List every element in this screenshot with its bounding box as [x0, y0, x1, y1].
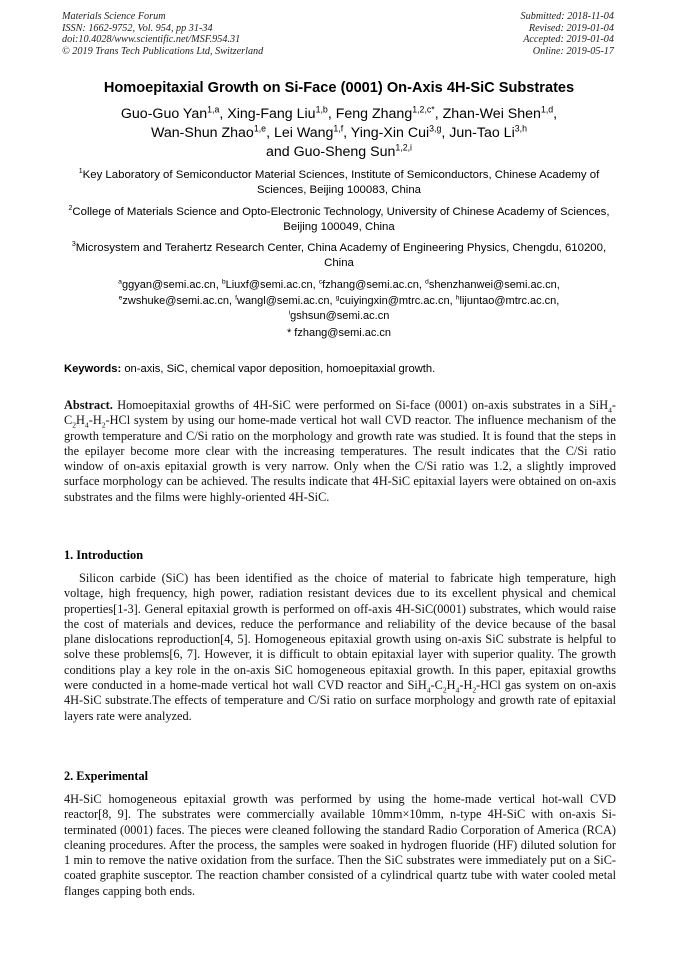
email-address[interactable]: cuiyingxin@mtrc.ac.cn	[339, 294, 450, 307]
abstract-label: Abstract.	[64, 398, 113, 412]
affiliation-text: College of Materials Science and Opto-Electronic Technology, University of Chinese Academy of Sciences, Beijing 100049, China	[72, 206, 610, 233]
email-address[interactable]: lijuntao@mtrc.ac.cn	[459, 294, 557, 307]
date-accepted: Accepted: 2019-01-04	[523, 34, 614, 46]
author-sup: 1,2,c*	[412, 104, 435, 115]
journal-name: Materials Science Forum	[62, 11, 166, 22]
date-online: Online: 2019-05-17	[532, 45, 614, 57]
affiliation-sup: 1	[78, 168, 83, 176]
keywords-label: Keywords:	[64, 363, 122, 375]
subscript: 4	[426, 685, 431, 695]
author-name: Guo-Sheng Sun	[293, 144, 396, 160]
journal-doi: doi:10.4028/www.scientific.net/MSF.954.31	[62, 34, 241, 46]
author-sup: 3,h	[514, 123, 527, 134]
affiliation-3	[66, 241, 612, 271]
email-address[interactable]: shenzhanwei@semi.ac.cn	[428, 279, 557, 291]
affiliation-sup: 2	[68, 205, 73, 213]
intro-text: Silicon carbide (SiC) has been identified as the choice of material to fabricate high temperature, high voltage, high frequency, high power, radiation resistant devices due to its excellent physical and chemical properties[1-3]. General epitaxial growth is performed on off-axis 4H-SiC(0001) substrates, which would raise the cost of materials and devices, reduce the performance and reliability of the device because of the basal plane dislocations reproduction[4, 5]. Homogeneous epitaxial growth using on-axis SiC substrate is helpful to solve these problems[6, 7]. However, it is difficult to obtain epitaxial layer with superior quality. The growth conditions play a key role in the on-axis SiC homogeneous epitaxial growth. In this paper, epitaxial growths were conducted in a home-made vertical hot wall CVD reactor and SiH	[64, 571, 616, 693]
section-heading-experimental: 2. Experimental	[64, 769, 149, 783]
abstract	[64, 398, 616, 505]
email-sup: h	[455, 293, 460, 301]
section-heading-introduction: 1. Introduction	[64, 548, 144, 562]
author-name: Zhan-Wei Shen	[442, 106, 541, 122]
email-sup: f	[235, 293, 237, 301]
journal-issn: ISSN: 1662-9752, Vol. 954, pp 31-34	[62, 22, 213, 34]
subscript: 4	[84, 420, 89, 430]
corresponding-author: * fzhang@semi.ac.cn	[286, 327, 392, 339]
author-name: Jun-Tao Li	[449, 125, 515, 141]
email-address[interactable]: zwshuke@semi.ac.cn	[122, 294, 229, 307]
subscript: 2	[442, 685, 447, 695]
subscript: 4	[455, 685, 460, 695]
author-list: Guo-Guo Yan$^{1,a}$, Xing-Fang Liu$^{1,b}$, Feng Zhang$^{1,2,c*}$, Zhan-Wei Shen$^{1,d}$, Wan-Shun Zhao$^{1,e}$, Lei Wang$^{1,f}$, Ying-Xin Cui$^{3,g}$, Jun-Tao Li$^{3,h}$ and Guo-Sheng Sun$^{1,2,i}$	[120, 104, 558, 160]
email-list: $^a$ggyan@semi.ac.cn, $^b$Liuxf@semi.ac.cn, $^c$fzhang@semi.ac.cn, $^d$shenzhanwei@semi.ac.cn, $^e$zwshuke@semi.ac.cn, $^f$wangl@semi.ac.cn, $^g$cuiyingxin@mtrc.ac.cn, $^h$lijuntao@mtrc.ac.cn, $^i$gshsun@semi.ac.cn	[118, 278, 560, 322]
email-sup: d	[425, 278, 429, 286]
journal-header-left	[62, 11, 263, 57]
abstract-text: -HCl system by using our home-made vertical hot wall CVD reactor. The influence mechanism of the growth temperature and C/Si ratio on the morphology and growth rate was studied. It is found that the steps in the epilayer become more clear with the increasing temperatures. The result indicates that the C/Si ratio window of on-axis epitaxial growth is very narrow. Only when the C/Si ratio was 1.2, a slightly improved surface morphology can be achieved. The results indicate that 4H-SiC epitaxial layers were obtained on on-axis substrates and the films were highly-oriented 4H-SiC.	[64, 413, 616, 504]
intro-text: -H	[459, 678, 473, 693]
email-sup: g	[335, 293, 340, 301]
subscript: 2	[472, 685, 477, 695]
subscript: 2	[101, 420, 106, 430]
date-submitted: Submitted: 2018-11-04	[520, 11, 614, 22]
abstract-text: -C	[64, 398, 616, 428]
author-sup: 1,d	[540, 104, 554, 115]
paper-title: Homoepitaxial Growth on Si-Face (0001) On-Axis 4H-SiC Substrates	[103, 80, 575, 96]
journal-header-right	[521, 11, 614, 57]
abstract-text: H	[76, 413, 85, 428]
affiliation-2	[66, 205, 612, 235]
author-sup: 1,2,i	[395, 142, 413, 153]
keywords-text: on-axis, SiC, chemical vapor deposition, homoepitaxial growth.	[124, 363, 436, 375]
introduction-paragraph	[64, 571, 616, 724]
author-joiner: and	[265, 144, 290, 160]
intro-text: H	[446, 678, 456, 693]
email-sup: a	[118, 278, 122, 286]
email-sup: i	[288, 309, 291, 317]
experimental-paragraph: 4H-SiC homogeneous epitaxial growth was performed by using the home-made vertical hot-wall CVD reactor[8, 9]. The substrates were commercially available 10mm×10mm, n-type 4H-SiC with on-axis Si-terminated (0001) faces. The pieces were cleaned following the standard Radio Corporation of America (RCA) cleaning procedures. After the process, the samples were soaked in hydrogen fluoride (HF) diluted solution for 1 min to remove the native oxidation from the surface. Then the SiC substrates were immediately put on a SiC-coated graphite susceptor. The reaction chamber consisted of a cylindrical quartz tube with water cooled metal flanges capping both ends.	[64, 792, 616, 898]
author-sup: 1,b	[315, 104, 328, 115]
intro-text: -C	[430, 678, 443, 693]
author-name: Guo-Guo Yan	[120, 106, 208, 122]
author-sup: 1,f	[333, 123, 344, 134]
author-sup: 3,g	[429, 123, 442, 134]
journal-copyright: © 2019 Trans Tech Publications Ltd, Switzerland	[62, 45, 264, 57]
author-name: Lei Wang	[273, 125, 334, 141]
author-name: Wan-Shun Zhao	[151, 125, 254, 141]
affiliation-sup: 3	[71, 241, 76, 249]
affiliation-text: Key Laboratory of Semiconductor Material Sciences, Institute of Semiconductors, Chinese Academy of Sciences, Beijing 100083, China	[82, 169, 600, 196]
email-address[interactable]: ggyan@semi.ac.cn	[121, 279, 216, 291]
email-address[interactable]: Liuxf@semi.ac.cn	[225, 279, 313, 291]
abstract-text: -H	[88, 413, 102, 428]
subscript: 2	[72, 420, 77, 430]
author-name: Feng Zhang	[335, 106, 413, 122]
date-revised: Revised: 2019-01-04	[528, 22, 614, 34]
email-address[interactable]: gshsun@semi.ac.cn	[290, 310, 390, 322]
email-sup: b	[221, 278, 226, 286]
affiliation-1	[66, 168, 612, 198]
author-sup: 1,a	[207, 104, 220, 115]
affiliation-text: Microsystem and Terahertz Research Center, China Academy of Engineering Physics, Chengdu, 610200, China	[75, 242, 607, 269]
email-address[interactable]: wangl@semi.ac.cn	[237, 294, 330, 307]
email-sup: c	[318, 278, 323, 286]
author-name: Xing-Fang Liu	[227, 106, 316, 122]
author-sup: 1,e	[253, 123, 267, 134]
keywords	[64, 363, 616, 375]
subscript: 4	[608, 405, 612, 415]
email-address[interactable]: fzhang@semi.ac.cn	[322, 279, 419, 291]
intro-text: -HCl gas system on on-axis 4H-SiC substrate.The effects of temperature and C/Si ratio on surface morphology and growth rate of epitaxial layers rate were analyzed.	[64, 678, 616, 723]
abstract-text: Homoepitaxial growths of 4H-SiC were performed on Si-face (0001) on-axis substrates in a SiH	[117, 398, 609, 412]
author-name: Ying-Xin Cui	[350, 125, 430, 141]
email-sup: e	[118, 293, 123, 301]
